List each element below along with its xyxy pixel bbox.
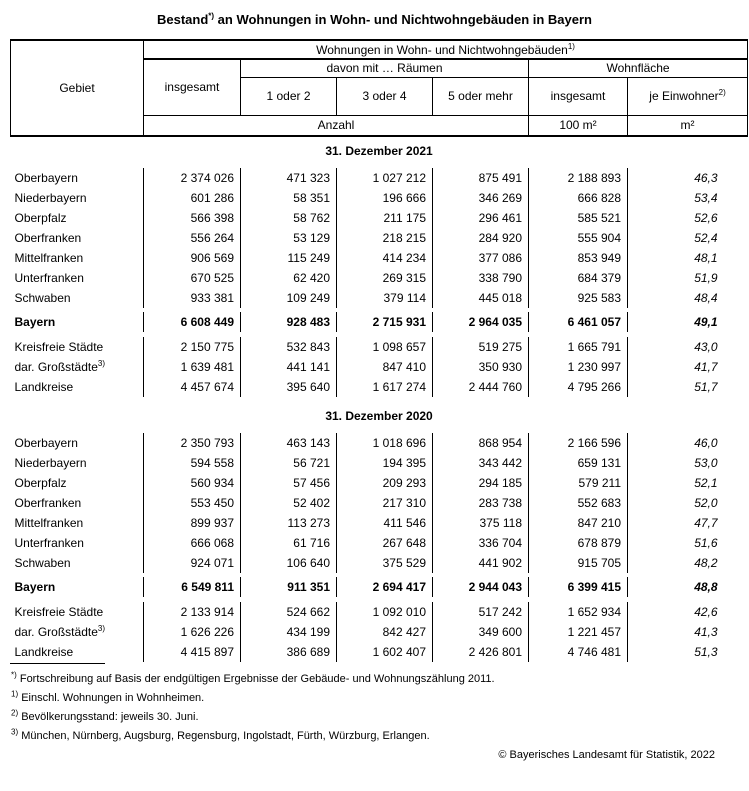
value-cell: 524 662 — [241, 602, 337, 622]
value-cell: 284 920 — [433, 228, 529, 248]
copyright-notice: © Bayerisches Landesamt für Statistik, 2022 — [498, 749, 715, 761]
value-cell: 218 215 — [337, 228, 433, 248]
value-cell: 585 521 — [529, 208, 628, 228]
value-cell: 52,1 — [694, 476, 718, 490]
table-row — [11, 513, 748, 533]
col-header-wohnflaeche-insgesamt: insgesamt — [529, 77, 628, 115]
value-cell: 1 626 226 — [144, 622, 241, 642]
col-header-3-oder-4: 3 oder 4 — [337, 77, 433, 115]
region-name: dar. Großstädte$^{3)}$ — [11, 622, 144, 642]
value-cell: 379 114 — [337, 288, 433, 308]
region-name: Landkreise — [11, 377, 144, 397]
table-row — [11, 377, 748, 397]
table-row — [11, 622, 748, 642]
value-cell: 1 639 481 — [144, 357, 241, 377]
value-cell: 441 902 — [433, 553, 529, 573]
region-name: Kreisfreie Städte — [11, 602, 144, 622]
spacer-cell — [11, 425, 748, 433]
value-cell: 906 569 — [144, 248, 241, 268]
value-cell: 49,1 — [694, 315, 718, 329]
statistics-table — [10, 39, 748, 662]
value-cell: 53,4 — [694, 191, 718, 205]
value-cell: 51,3 — [694, 645, 718, 659]
value-cell: 678 879 — [529, 533, 628, 553]
section-date-label: 31. Dezember 2021 — [325, 144, 433, 158]
footnote-1 — [11, 689, 749, 708]
value-cell: 4 415 897 — [144, 642, 241, 662]
region-name: Kreisfreie Städte — [11, 337, 144, 357]
value-cell: 1 221 457 — [529, 622, 628, 642]
spacer-row — [11, 397, 748, 407]
table-row — [11, 268, 748, 288]
region-name: Oberbayern — [11, 168, 144, 188]
footnote-marker-3: 3) — [97, 359, 105, 368]
title-suffix: an Wohnungen in Wohn- und Nichtwohngebäuden in Bayern — [214, 12, 593, 27]
value-cell: 463 143 — [241, 433, 337, 453]
value-cell: 296 461 — [433, 208, 529, 228]
section-date-row — [11, 407, 748, 425]
value-cell: 1 617 274 — [337, 377, 433, 397]
value-cell: 2 715 931 — [337, 312, 433, 332]
value-cell: 2 350 793 — [144, 433, 241, 453]
region-name: Oberfranken — [11, 493, 144, 513]
footnote-star — [11, 670, 749, 689]
value-cell: 560 934 — [144, 473, 241, 493]
footnote-3-text: München, Nürnberg, Augsburg, Regensburg, Ingolstadt, Fürth, Würzburg, Erlangen. — [21, 730, 430, 742]
unit-row-m2: m² — [628, 115, 748, 136]
region-name: Niederbayern — [11, 188, 144, 208]
value-cell: 579 211 — [529, 473, 628, 493]
value-cell: 853 949 — [529, 248, 628, 268]
table-row — [11, 533, 748, 553]
value-cell: 338 790 — [433, 268, 529, 288]
title-footnote-marker: *) — [208, 11, 215, 21]
region-name: Oberpfalz — [11, 473, 144, 493]
value-cell: 6 608 449 — [144, 312, 241, 332]
value-cell: 899 937 — [144, 513, 241, 533]
value-cell: 434 199 — [241, 622, 337, 642]
value-cell: 375 529 — [337, 553, 433, 573]
region-name: Schwaben — [11, 288, 144, 308]
value-cell: 411 546 — [337, 513, 433, 533]
region-name: Oberpfalz — [11, 208, 144, 228]
value-cell: 4 795 266 — [529, 377, 628, 397]
col-group-wohnungen-label: Wohnungen in Wohn- und Nichtwohngebäuden — [316, 42, 568, 57]
table-row — [11, 577, 748, 597]
col-group-wohnflaeche: Wohnfläche — [529, 59, 748, 77]
col-header-je-einwohner — [628, 77, 748, 115]
value-cell: 532 843 — [241, 337, 337, 357]
value-cell: 553 450 — [144, 493, 241, 513]
value-cell: 51,6 — [694, 536, 718, 550]
value-cell: 868 954 — [433, 433, 529, 453]
value-cell: 377 086 — [433, 248, 529, 268]
value-cell: 53 129 — [241, 228, 337, 248]
value-cell: 48,4 — [694, 291, 718, 305]
table-row — [11, 642, 748, 662]
value-cell: 6 461 057 — [529, 312, 628, 332]
value-cell: 1 027 212 — [337, 168, 433, 188]
value-cell: 4 457 674 — [144, 377, 241, 397]
value-cell: 2 150 775 — [144, 337, 241, 357]
spacer-row — [11, 425, 748, 433]
region-name: Mittelfranken — [11, 513, 144, 533]
value-cell: 51,9 — [694, 271, 718, 285]
region-name: Oberbayern — [11, 433, 144, 453]
value-cell: 2 133 914 — [144, 602, 241, 622]
region-name: Niederbayern — [11, 453, 144, 473]
value-cell: 1 665 791 — [529, 337, 628, 357]
value-cell: 441 141 — [241, 357, 337, 377]
value-cell: 6 549 811 — [144, 577, 241, 597]
value-cell: 601 286 — [144, 188, 241, 208]
value-cell: 41,7 — [694, 360, 718, 374]
value-cell: 2 964 035 — [433, 312, 529, 332]
value-cell: 48,1 — [694, 251, 718, 265]
footnote-star-marker: *) — [11, 670, 17, 680]
unit-row-100m2: 100 m² — [529, 115, 628, 136]
footnote-star-text: Fortschreibung auf Basis der endgültigen Ergebnisse der Gebäude- und Wohnungszählung 2011. — [19, 673, 495, 685]
col-group-raeume: davon mit … Räumen — [241, 59, 529, 77]
value-cell: 194 395 — [337, 453, 433, 473]
col-group-wohnungen — [144, 40, 748, 59]
table-row — [11, 168, 748, 188]
value-cell: 57 456 — [241, 473, 337, 493]
table-row — [11, 188, 748, 208]
value-cell: 375 118 — [433, 513, 529, 533]
value-cell: 915 705 — [529, 553, 628, 573]
region-name: dar. Großstädte$^{3)}$ — [11, 357, 144, 377]
footnote-2 — [11, 708, 749, 727]
value-cell: 1 018 696 — [337, 433, 433, 453]
value-cell: 2 188 893 — [529, 168, 628, 188]
footnote-3-marker: 3) — [11, 727, 19, 737]
value-cell: 46,0 — [694, 436, 718, 450]
footnotes — [11, 670, 749, 746]
value-cell: 269 315 — [337, 268, 433, 288]
region-name: Unterfranken — [11, 533, 144, 553]
col-header-insgesamt: insgesamt — [144, 59, 241, 115]
footnote-marker-3: 3) — [97, 624, 105, 633]
value-cell: 211 175 — [337, 208, 433, 228]
value-cell: 594 558 — [144, 453, 241, 473]
value-cell: 847 210 — [529, 513, 628, 533]
value-cell: 346 269 — [433, 188, 529, 208]
value-cell: 106 640 — [241, 553, 337, 573]
table-row — [11, 473, 748, 493]
value-cell: 517 242 — [433, 602, 529, 622]
table-row — [11, 337, 748, 357]
value-cell: 294 185 — [433, 473, 529, 493]
table-row — [11, 357, 748, 377]
value-cell: 933 381 — [144, 288, 241, 308]
value-cell: 471 323 — [241, 168, 337, 188]
value-cell: 48,2 — [694, 556, 718, 570]
value-cell: 666 828 — [529, 188, 628, 208]
value-cell: 62 420 — [241, 268, 337, 288]
table-row — [11, 433, 748, 453]
value-cell: 267 648 — [337, 533, 433, 553]
value-cell: 875 491 — [433, 168, 529, 188]
value-cell: 2 426 801 — [433, 642, 529, 662]
footnote-2-text: Bevölkerungsstand: jeweils 30. Juni. — [21, 711, 199, 723]
table-row — [11, 312, 748, 332]
col-header-5-oder-mehr: 5 oder mehr — [433, 77, 529, 115]
value-cell: 925 583 — [529, 288, 628, 308]
footnote-3 — [11, 727, 749, 746]
value-cell: 58 351 — [241, 188, 337, 208]
value-cell: 350 930 — [433, 357, 529, 377]
value-cell: 924 071 — [144, 553, 241, 573]
footnote-2-marker: 2) — [11, 708, 19, 718]
value-cell: 109 249 — [241, 288, 337, 308]
spacer-cell — [11, 160, 748, 168]
value-cell: 684 379 — [529, 268, 628, 288]
value-cell: 51,7 — [694, 380, 718, 394]
section-date-row — [11, 142, 748, 160]
value-cell: 52,6 — [694, 211, 718, 225]
value-cell: 42,6 — [694, 605, 718, 619]
footnote-marker-1: 1) — [567, 41, 575, 51]
value-cell: 445 018 — [433, 288, 529, 308]
col-header-1-oder-2: 1 oder 2 — [241, 77, 337, 115]
col-header-je-einwohner-label: je Einwohner — [649, 89, 719, 103]
table-row — [11, 493, 748, 513]
value-cell: 842 427 — [337, 622, 433, 642]
value-cell: 283 738 — [433, 493, 529, 513]
spacer-cell — [11, 397, 748, 407]
table-row — [11, 553, 748, 573]
region-name: Schwaben — [11, 553, 144, 573]
value-cell: 115 249 — [241, 248, 337, 268]
region-name: Bayern — [11, 312, 144, 332]
table-row — [11, 602, 748, 622]
value-cell: 1 652 934 — [529, 602, 628, 622]
value-cell: 519 275 — [433, 337, 529, 357]
footnote-1-marker: 1) — [11, 689, 19, 699]
value-cell: 217 310 — [337, 493, 433, 513]
page-title — [0, 12, 749, 27]
value-cell: 1 098 657 — [337, 337, 433, 357]
section-date-label: 31. Dezember 2020 — [325, 409, 433, 423]
table-header — [11, 40, 748, 136]
region-name: Mittelfranken — [11, 248, 144, 268]
value-cell: 4 746 481 — [529, 642, 628, 662]
value-cell: 1 602 407 — [337, 642, 433, 662]
value-cell: 666 068 — [144, 533, 241, 553]
value-cell: 847 410 — [337, 357, 433, 377]
value-cell: 58 762 — [241, 208, 337, 228]
value-cell: 2 166 596 — [529, 433, 628, 453]
value-cell: 414 234 — [337, 248, 433, 268]
value-cell: 395 640 — [241, 377, 337, 397]
footnote-marker-2: 2) — [718, 88, 726, 97]
value-cell: 52 402 — [241, 493, 337, 513]
value-cell: 52,0 — [694, 496, 718, 510]
region-name: Unterfranken — [11, 268, 144, 288]
value-cell: 670 525 — [144, 268, 241, 288]
page — [0, 12, 749, 791]
value-cell: 343 442 — [433, 453, 529, 473]
value-cell: 46,3 — [694, 171, 718, 185]
value-cell: 552 683 — [529, 493, 628, 513]
value-cell: 556 264 — [144, 228, 241, 248]
table-row — [11, 228, 748, 248]
col-header-gebiet: Gebiet — [11, 40, 144, 136]
spacer-row — [11, 160, 748, 168]
region-name: Landkreise — [11, 642, 144, 662]
region-name: Oberfranken — [11, 228, 144, 248]
title-prefix: Bestand — [156, 12, 209, 27]
value-cell: 659 131 — [529, 453, 628, 473]
table-row — [11, 288, 748, 308]
value-cell: 336 704 — [433, 533, 529, 553]
unit-row-anzahl: Anzahl — [144, 115, 529, 136]
value-cell: 566 398 — [144, 208, 241, 228]
value-cell: 41,3 — [694, 625, 718, 639]
value-cell: 928 483 — [241, 312, 337, 332]
value-cell: 52,4 — [694, 231, 718, 245]
value-cell: 2 374 026 — [144, 168, 241, 188]
value-cell: 386 689 — [241, 642, 337, 662]
table-row — [11, 453, 748, 473]
value-cell: 43,0 — [694, 340, 718, 354]
value-cell: 209 293 — [337, 473, 433, 493]
value-cell: 349 600 — [433, 622, 529, 642]
value-cell: 61 716 — [241, 533, 337, 553]
value-cell: 48,8 — [694, 580, 718, 594]
value-cell: 2 694 417 — [337, 577, 433, 597]
table-row — [11, 208, 748, 228]
value-cell: 113 273 — [241, 513, 337, 533]
value-cell: 2 944 043 — [433, 577, 529, 597]
value-cell: 911 351 — [241, 577, 337, 597]
value-cell: 56 721 — [241, 453, 337, 473]
value-cell: 1 230 997 — [529, 357, 628, 377]
value-cell: 196 666 — [337, 188, 433, 208]
value-cell: 1 092 010 — [337, 602, 433, 622]
table-row — [11, 248, 748, 268]
table-body — [11, 136, 748, 662]
region-name: Bayern — [11, 577, 144, 597]
value-cell: 53,0 — [694, 456, 718, 470]
value-cell: 555 904 — [529, 228, 628, 248]
value-cell: 47,7 — [694, 516, 718, 530]
footnote-separator-rule — [10, 663, 105, 664]
value-cell: 6 399 415 — [529, 577, 628, 597]
value-cell: 2 444 760 — [433, 377, 529, 397]
footnote-1-text: Einschl. Wohnungen in Wohnheimen. — [21, 692, 205, 704]
